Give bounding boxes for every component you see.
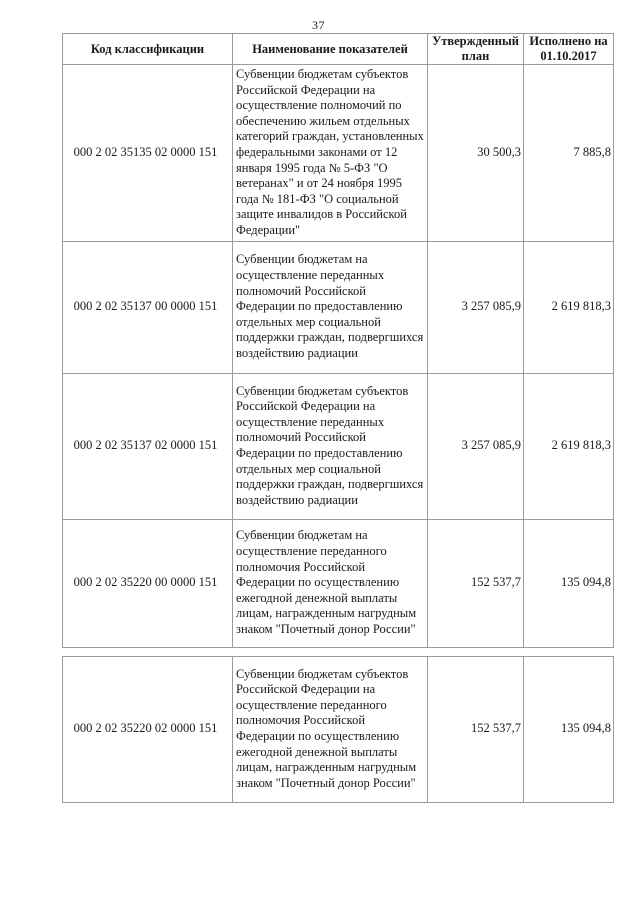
row-done: 2 619 818,3 [524, 373, 614, 519]
row-name: Субвенции бюджетам субъектов Российской Федерации на осуществление переданных полномочий Российской Федерации по предоставлению отдельных мер социальной поддержки граждан, подвергшихся воздействию радиации [233, 373, 428, 519]
row-code: 000 2 02 35220 00 0000 151 [63, 519, 233, 647]
header-plan: Утвержденный план [428, 34, 524, 65]
gap-cell [63, 647, 233, 656]
row-done: 135 094,8 [524, 519, 614, 647]
gap-cell [524, 647, 614, 656]
row-code: 000 2 02 35137 02 0000 151 [63, 373, 233, 519]
budget-table [62, 33, 614, 803]
table-row [63, 65, 614, 242]
page-number: 37 [312, 18, 325, 32]
table-row [63, 241, 614, 373]
row-name: Субвенции бюджетам на осуществление переданных полномочий Российской Федерации по предоставлению отдельных мер социальной поддержки граждан, подвергшихся воздействию радиации [233, 241, 428, 373]
table-body [63, 65, 614, 803]
row-plan: 3 257 085,9 [428, 373, 524, 519]
row-plan: 3 257 085,9 [428, 241, 524, 373]
header-name: Наименование показателей [233, 34, 428, 65]
row-gap [63, 647, 614, 656]
row-plan: 30 500,3 [428, 65, 524, 242]
row-plan: 152 537,7 [428, 656, 524, 802]
row-plan: 152 537,7 [428, 519, 524, 647]
table-row [63, 373, 614, 519]
gap-cell [428, 647, 524, 656]
row-done: 135 094,8 [524, 656, 614, 802]
row-name: Субвенции бюджетам субъектов Российской Федерации на осуществление полномочий по обеспечению жильем отдельных категорий граждан, установленных федеральными законами от 12 января 1995 года № 5-ФЗ "О ветеранах" и от 24 ноября 1995 года № 181-ФЗ "О социальной защите инвалидов в Российской Федерации" [233, 65, 428, 242]
row-code: 000 2 02 35137 00 0000 151 [63, 241, 233, 373]
table-row [63, 656, 614, 802]
row-name: Субвенции бюджетам на осуществление переданного полномочия Российской Федерации по осуществлению ежегодной денежной выплаты лицам, награжденным нагрудным знаком "Почетный донор России" [233, 519, 428, 647]
row-code: 000 2 02 35135 02 0000 151 [63, 65, 233, 242]
row-code: 000 2 02 35220 02 0000 151 [63, 656, 233, 802]
header-done: Исполнено на 01.10.2017 [524, 34, 614, 65]
gap-cell [233, 647, 428, 656]
row-done: 2 619 818,3 [524, 241, 614, 373]
header-code: Код классификации [63, 34, 233, 65]
table-row [63, 519, 614, 647]
table-header [63, 34, 614, 65]
row-name: Субвенции бюджетам субъектов Российской Федерации на осуществление переданного полномочия Российской Федерации по осуществлению ежегодной денежной выплаты лицам, награжденным нагрудным знаком "Почетный донор России" [233, 656, 428, 802]
row-done: 7 885,8 [524, 65, 614, 242]
